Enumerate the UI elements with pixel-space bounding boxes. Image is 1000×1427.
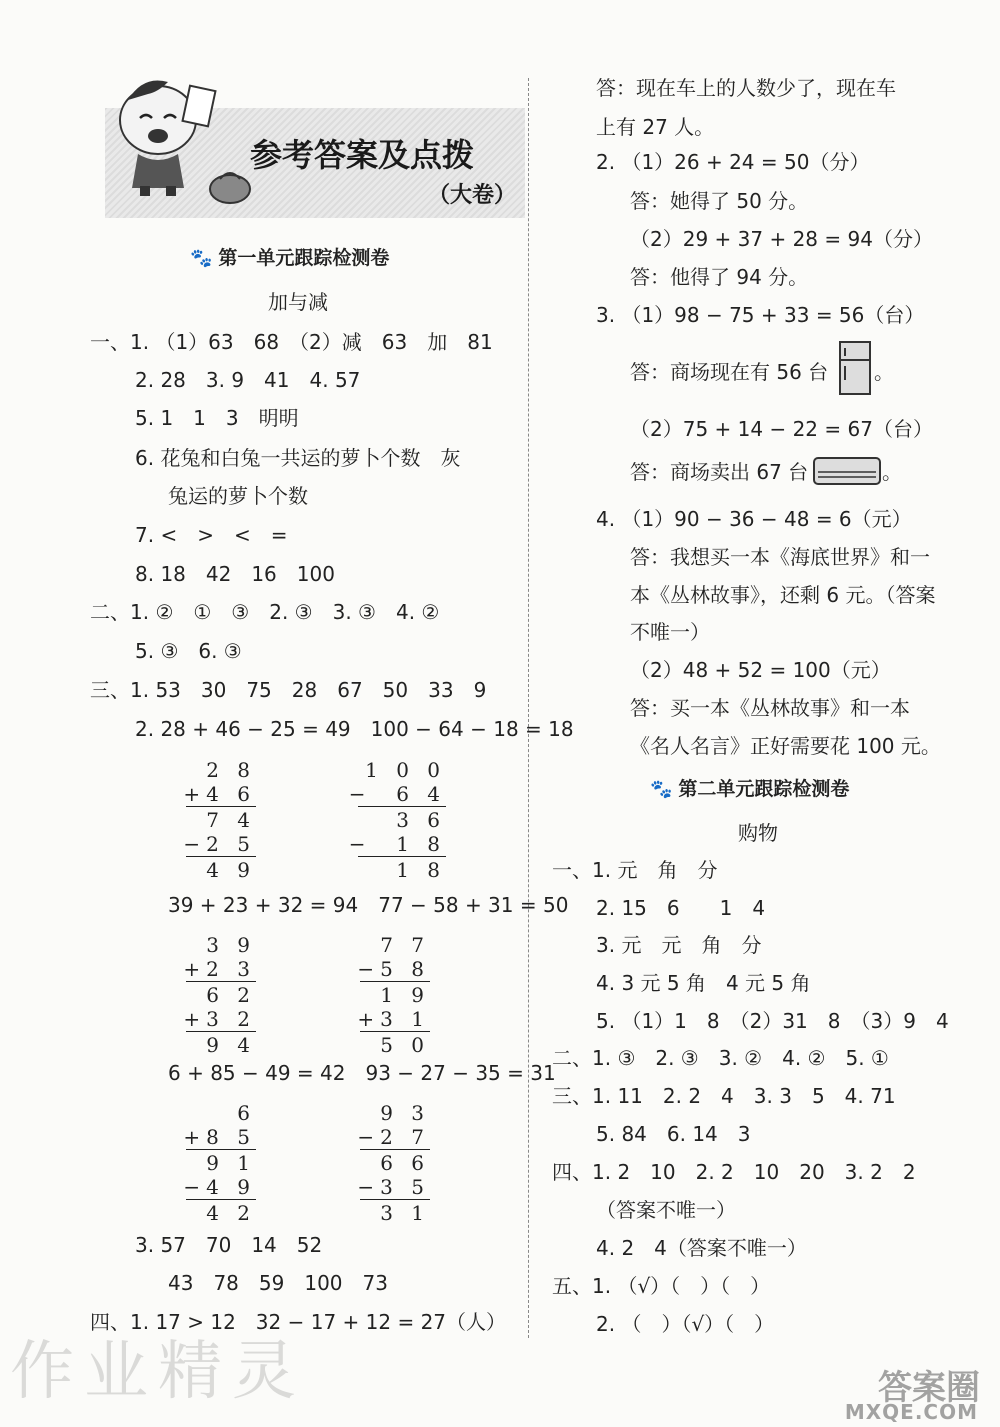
answer-line: 43 78 59 100 73 xyxy=(168,1271,388,1295)
answer-line: 5. （1）1 8 （2）31 8 （3）9 4 xyxy=(596,1009,949,1033)
answer-line: 2. （ ）（√）（ ） xyxy=(596,1312,775,1336)
answer-line: 上有 27 人。 xyxy=(596,115,715,139)
answer-line: （2）29 + 37 + 28 = 94（分） xyxy=(630,227,933,251)
calc-row: −5 8 xyxy=(357,957,430,981)
answer-line: 3. 57 70 14 52 xyxy=(135,1233,323,1257)
calc-row: 6 2 xyxy=(206,983,256,1007)
answer-line: 7. < > < = xyxy=(135,523,288,547)
answer-line: 答：她得了 50 分。 xyxy=(630,189,809,213)
answer-line: 5. ③ 6. ③ xyxy=(135,639,242,663)
calc-row: −2 5 xyxy=(183,832,256,856)
answer-line: 3. （1）98 − 75 + 33 = 56（台） xyxy=(596,303,925,327)
fridge-icon xyxy=(838,340,872,396)
calc-bar xyxy=(186,1031,256,1032)
calc-row: 3 9 xyxy=(206,933,256,957)
calc-row: +4 6 xyxy=(183,782,256,806)
answer-line: 一、1. （1）63 68 （2）减 63 加 81 xyxy=(90,330,493,354)
calc-row: 4 2 xyxy=(206,1201,256,1225)
answer-line: 五、1. （√）（ ）（ ） xyxy=(552,1274,771,1298)
calc-row: 3 6 xyxy=(396,808,446,832)
column-divider xyxy=(528,78,529,1338)
calc-bar xyxy=(186,1199,256,1200)
calc-row: − 1 8 xyxy=(348,832,446,856)
section-heading-unit1: 🐾 第一单元跟踪检测卷 xyxy=(190,247,390,269)
calc-row: 7 7 xyxy=(380,933,430,957)
calc-bar xyxy=(360,981,430,982)
calc-row: 5 0 xyxy=(380,1033,430,1057)
calc-row: 6 xyxy=(237,1101,256,1125)
answer-line: 四、1. 2 10 2. 2 10 20 3. 2 2 xyxy=(552,1160,916,1184)
answer-line: 三、1. 11 2. 2 4 3. 3 5 4. 71 xyxy=(552,1084,896,1108)
answer-line: 二、1. ③ 2. ③ 3. ② 4. ② 5. ① xyxy=(552,1046,889,1070)
calc-row: +8 5 xyxy=(183,1125,256,1149)
calc-row: +3 2 xyxy=(183,1007,256,1031)
answer-line: 不唯一） xyxy=(630,620,710,644)
vertical-calc xyxy=(350,758,446,883)
answer-line: （答案不唯一） xyxy=(596,1198,736,1222)
topic-heading: 加与减 xyxy=(268,290,328,314)
calc-row: 9 4 xyxy=(206,1033,256,1057)
calc-bar xyxy=(360,1031,430,1032)
answer-line: 答：商场现在有 56 台 xyxy=(630,360,829,384)
answer-line: 8. 18 42 16 100 xyxy=(135,562,335,586)
calc-bar xyxy=(358,856,446,857)
paw-icon: 🐾 xyxy=(650,779,673,800)
answer-line: 一、1. 元 角 分 xyxy=(552,858,718,882)
answer-line: 兔运的萝卜个数 xyxy=(168,484,308,508)
site-logo: 答案圈 xyxy=(878,1368,980,1408)
answer-line: 2. （1）26 + 24 = 50（分） xyxy=(596,150,870,174)
answer-line: 5. 84 6. 14 3 xyxy=(596,1122,751,1146)
answer-line: （2）75 + 14 − 22 = 67（台） xyxy=(630,417,933,441)
bag-icon xyxy=(205,165,255,205)
calc-bar xyxy=(186,856,256,857)
answer-line: 2. 28 3. 9 41 4. 57 xyxy=(135,368,361,392)
calc-row: 7 4 xyxy=(206,808,256,832)
answer-line: 本《丛林故事》，还剩 6 元。（答案 xyxy=(630,583,936,607)
vertical-calc xyxy=(170,758,256,883)
answer-line: 2. 28 + 46 − 25 = 49 100 − 64 − 18 = 18 xyxy=(135,717,574,741)
answer-line: 答：商场卖出 67 台 xyxy=(630,460,809,484)
calc-row: +2 3 xyxy=(183,957,256,981)
calc-row: 3 1 xyxy=(380,1201,430,1225)
answer-line: 答：他得了 94 分。 xyxy=(630,265,809,289)
calc-row: −4 9 xyxy=(183,1175,256,1199)
watermark-text: 作业精灵 xyxy=(10,1335,306,1409)
section-heading-unit2: 🐾 第二单元跟踪检测卷 xyxy=(650,778,850,800)
answer-line: 《名人名言》正好需要花 100 元。 xyxy=(630,734,941,758)
vertical-calc xyxy=(350,933,430,1058)
answer-line: 4. 3 元 5 角 4 元 5 角 xyxy=(596,971,811,995)
answer-line: 6. 花兔和白兔一共运的萝卜个数 灰 xyxy=(135,446,461,470)
calc-row: 6 6 xyxy=(380,1151,430,1175)
answer-line: 三、1. 53 30 75 28 67 50 33 9 xyxy=(90,678,487,702)
calc-row: 9 3 xyxy=(380,1101,430,1125)
site-logo-url: MXQE.COM xyxy=(844,1400,978,1424)
calc-bar xyxy=(186,1149,256,1150)
vertical-calc xyxy=(350,1101,430,1226)
calc-bar xyxy=(358,806,446,807)
answer-line: （2）48 + 52 = 100（元） xyxy=(630,658,891,682)
calc-bar xyxy=(186,806,256,807)
calc-row: −3 5 xyxy=(357,1175,430,1199)
answer-line: 答：买一本《丛林故事》和一本 xyxy=(630,696,910,720)
answer-line: 4. 2 4（答案不唯一） xyxy=(596,1236,807,1260)
page-subtitle: （大卷） xyxy=(428,183,517,208)
calc-row: 1 8 xyxy=(396,858,446,882)
calc-row: 4 9 xyxy=(206,858,256,882)
calc-row: +3 1 xyxy=(357,1007,430,1031)
answer-line: 答：我想买一本《海底世界》和一 xyxy=(630,545,930,569)
answer-line: 39 + 23 + 32 = 94 77 − 58 + 31 = 50 xyxy=(168,893,569,917)
page-title: 参考答案及点拨 xyxy=(250,136,475,174)
vertical-calc xyxy=(170,933,256,1058)
answer-line: 答：现在车上的人数少了，现在车 xyxy=(596,76,896,100)
paw-icon: 🐾 xyxy=(190,248,213,269)
calc-row: 2 8 xyxy=(206,758,256,782)
answer-line: 二、1. ② ① ③ 2. ③ 3. ③ 4. ② xyxy=(90,600,440,624)
calc-row: 9 1 xyxy=(206,1151,256,1175)
calc-row: 1 0 0 xyxy=(365,758,446,782)
answer-line: 5. 1 1 3 明明 xyxy=(135,406,299,430)
calc-bar xyxy=(360,1199,430,1200)
calc-bar xyxy=(186,981,256,982)
answer-line: 3. 元 元 角 分 xyxy=(596,933,762,957)
calc-bar xyxy=(360,1149,430,1150)
air-conditioner-icon xyxy=(812,454,882,488)
answer-line: 2. 15 6 1 4 xyxy=(596,896,766,920)
answer-line: 四、1. 17 > 12 32 − 17 + 12 = 27（人） xyxy=(90,1310,507,1334)
calc-row: −2 7 xyxy=(357,1125,430,1149)
calc-row: − 6 4 xyxy=(348,782,446,806)
calc-row: 1 9 xyxy=(380,983,430,1007)
topic-heading: 购物 xyxy=(738,821,778,845)
vertical-calc xyxy=(170,1101,256,1226)
answer-line: 4. （1）90 − 36 − 48 = 6（元） xyxy=(596,507,912,531)
answer-line: 6 + 85 − 49 = 42 93 − 27 − 35 = 31 xyxy=(168,1061,556,1085)
